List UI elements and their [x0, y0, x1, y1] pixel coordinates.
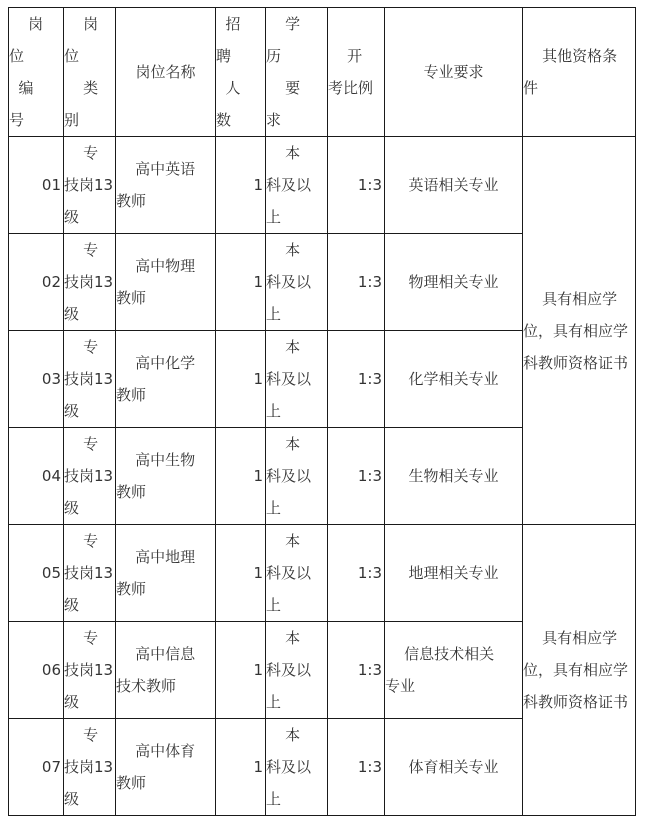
cell-ratio: 1:3 [328, 234, 385, 331]
cell-count: 1 [216, 428, 266, 525]
cell-major: 物理相关专业 [385, 234, 523, 331]
header-exam-ratio: 开 考比例 [328, 8, 385, 137]
header-position-type: 岗 位 类 别 [64, 8, 116, 137]
cell-type: 专 技岗13 级 [64, 719, 116, 816]
recruitment-table [8, 7, 636, 816]
cell-code: 02 [9, 234, 64, 331]
cell-major: 信息技术相关 专业 [385, 622, 523, 719]
cell-ratio: 1:3 [328, 137, 385, 234]
header-major: 专业要求 [385, 8, 523, 137]
header-row [9, 8, 636, 137]
cell-education: 本 科及以 上 [266, 331, 328, 428]
cell-other-group-2: 具有相应学 位，具有相应学 科教师资格证书 [523, 525, 636, 816]
cell-ratio: 1:3 [328, 622, 385, 719]
cell-name: 高中体育 教师 [116, 719, 216, 816]
cell-education: 本 科及以 上 [266, 622, 328, 719]
cell-code: 01 [9, 137, 64, 234]
cell-type: 专 技岗13 级 [64, 137, 116, 234]
cell-code: 05 [9, 525, 64, 622]
cell-name: 高中化学 教师 [116, 331, 216, 428]
cell-code: 03 [9, 331, 64, 428]
header-other: 其他资格条 件 [523, 8, 636, 137]
cell-code: 06 [9, 622, 64, 719]
cell-ratio: 1:3 [328, 428, 385, 525]
cell-count: 1 [216, 622, 266, 719]
cell-count: 1 [216, 137, 266, 234]
cell-ratio: 1:3 [328, 719, 385, 816]
cell-type: 专 技岗13 级 [64, 331, 116, 428]
cell-education: 本 科及以 上 [266, 428, 328, 525]
cell-education: 本 科及以 上 [266, 525, 328, 622]
cell-education: 本 科及以 上 [266, 234, 328, 331]
cell-ratio: 1:3 [328, 331, 385, 428]
cell-count: 1 [216, 331, 266, 428]
cell-name: 高中生物 教师 [116, 428, 216, 525]
cell-type: 专 技岗13 级 [64, 428, 116, 525]
cell-major: 英语相关专业 [385, 137, 523, 234]
table-row [9, 137, 636, 234]
cell-education: 本 科及以 上 [266, 137, 328, 234]
cell-type: 专 技岗13 级 [64, 622, 116, 719]
cell-ratio: 1:3 [328, 525, 385, 622]
cell-count: 1 [216, 719, 266, 816]
cell-major: 地理相关专业 [385, 525, 523, 622]
cell-type: 专 技岗13 级 [64, 525, 116, 622]
cell-count: 1 [216, 234, 266, 331]
cell-name: 高中信息 技术教师 [116, 622, 216, 719]
cell-major: 化学相关专业 [385, 331, 523, 428]
cell-other-group-1: 具有相应学 位，具有相应学 科教师资格证书 [523, 137, 636, 525]
cell-name: 高中物理 教师 [116, 234, 216, 331]
cell-name: 高中英语 教师 [116, 137, 216, 234]
cell-name: 高中地理 教师 [116, 525, 216, 622]
header-education: 学 历 要 求 [266, 8, 328, 137]
table-row [9, 525, 636, 622]
cell-code: 07 [9, 719, 64, 816]
cell-type: 专 技岗13 级 [64, 234, 116, 331]
cell-count: 1 [216, 525, 266, 622]
header-recruit-count: 招 聘 人 数 [216, 8, 266, 137]
header-position-name: 岗位名称 [116, 8, 216, 137]
header-position-code: 岗 位 编 号 [9, 8, 64, 137]
cell-major: 生物相关专业 [385, 428, 523, 525]
cell-education: 本 科及以 上 [266, 719, 328, 816]
cell-code: 04 [9, 428, 64, 525]
cell-major: 体育相关专业 [385, 719, 523, 816]
